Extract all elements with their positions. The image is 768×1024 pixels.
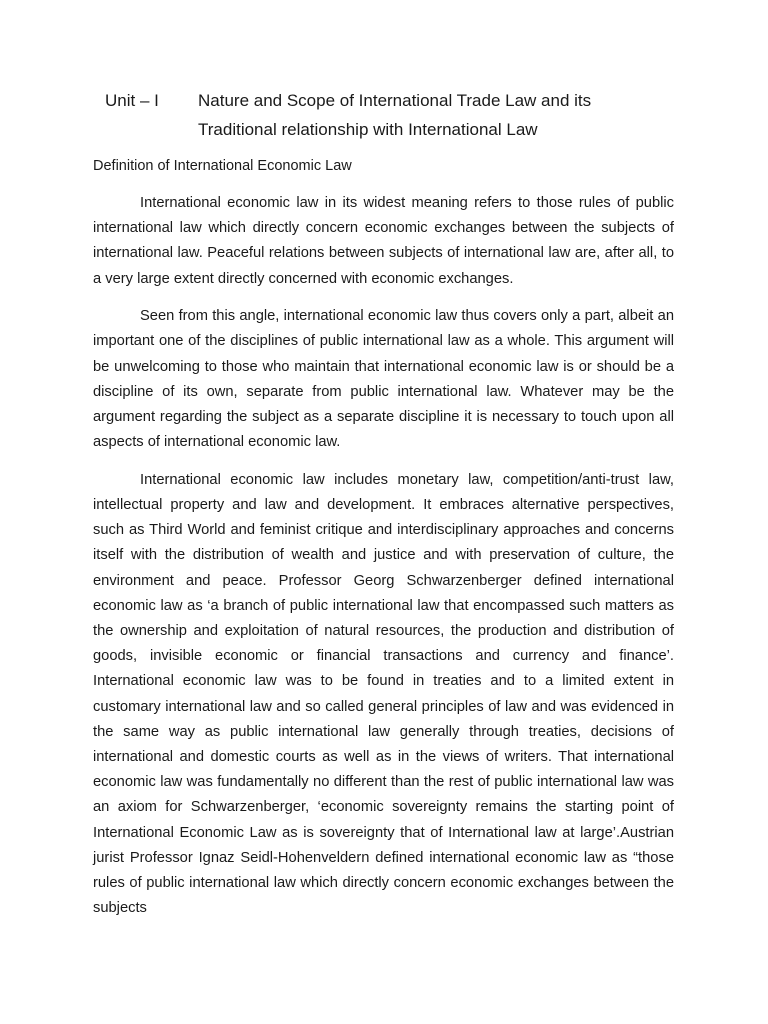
unit-title: [198, 86, 678, 144]
section-heading: Definition of International Economic Law: [93, 158, 352, 174]
paragraph-2: Seen from this angle, international economic law thus covers only a part, albeit an important one of the disciplines of public international law as a whole. This argument will be unwelcoming to those who maintain that international economic law is or should be a discipline of its own, separate from public international law. Whatever may be the argument regarding the subject as a separate discipline it is necessary to touch upon all aspects of international economic law.: [93, 308, 674, 451]
paragraph-1: International economic law in its widest meaning refers to those rules of public international law which directly concern economic exchanges between the subjects of international law. Peaceful relations between subjects of international law are, after all, to a very large extent directly concerned with economic exchanges.: [93, 195, 674, 287]
unit-label: Unit – I: [105, 91, 159, 110]
paragraph-3: International economic law includes monetary law, competition/anti-trust law, intellectual property and law and development. It embraces alternative perspectives, such as Third World and feminist critique and interdisciplinary approaches and concerns itself with the distribution of wealth and justice and with preservation of culture, the environment and peace. Professor Georg Schwarzenberger defined international economic law as ‘a branch of public international law that encompassed such matters as the ownership and exploitation of natural resources, the production and distribution of goods, invisible economic or financial transactions and currency and finance’. International economic law was to be found in treaties and to a limited extent in customary international law and so called general principles of law and was evidenced in the same way as public international law generally through treaties, decisions of international and domestic courts as well as in the views of writers. That international economic law was fundamentally no different than the rest of public international law was an axiom for Schwarzenberger, ‘economic sovereignty remains the starting point of International Economic Law as is sovereignty that of International law at large’.Austrian jurist Professor Ignaz Seidl-Hohenveldern defined international economic law as “those rules of public international law which directly concern economic exchanges between the subjects: [93, 471, 674, 917]
body-text: [93, 191, 674, 934]
unit-title-line-2: Traditional relationship with International Law: [198, 120, 538, 139]
unit-title-line-1: Nature and Scope of International Trade Law and its: [198, 91, 592, 110]
